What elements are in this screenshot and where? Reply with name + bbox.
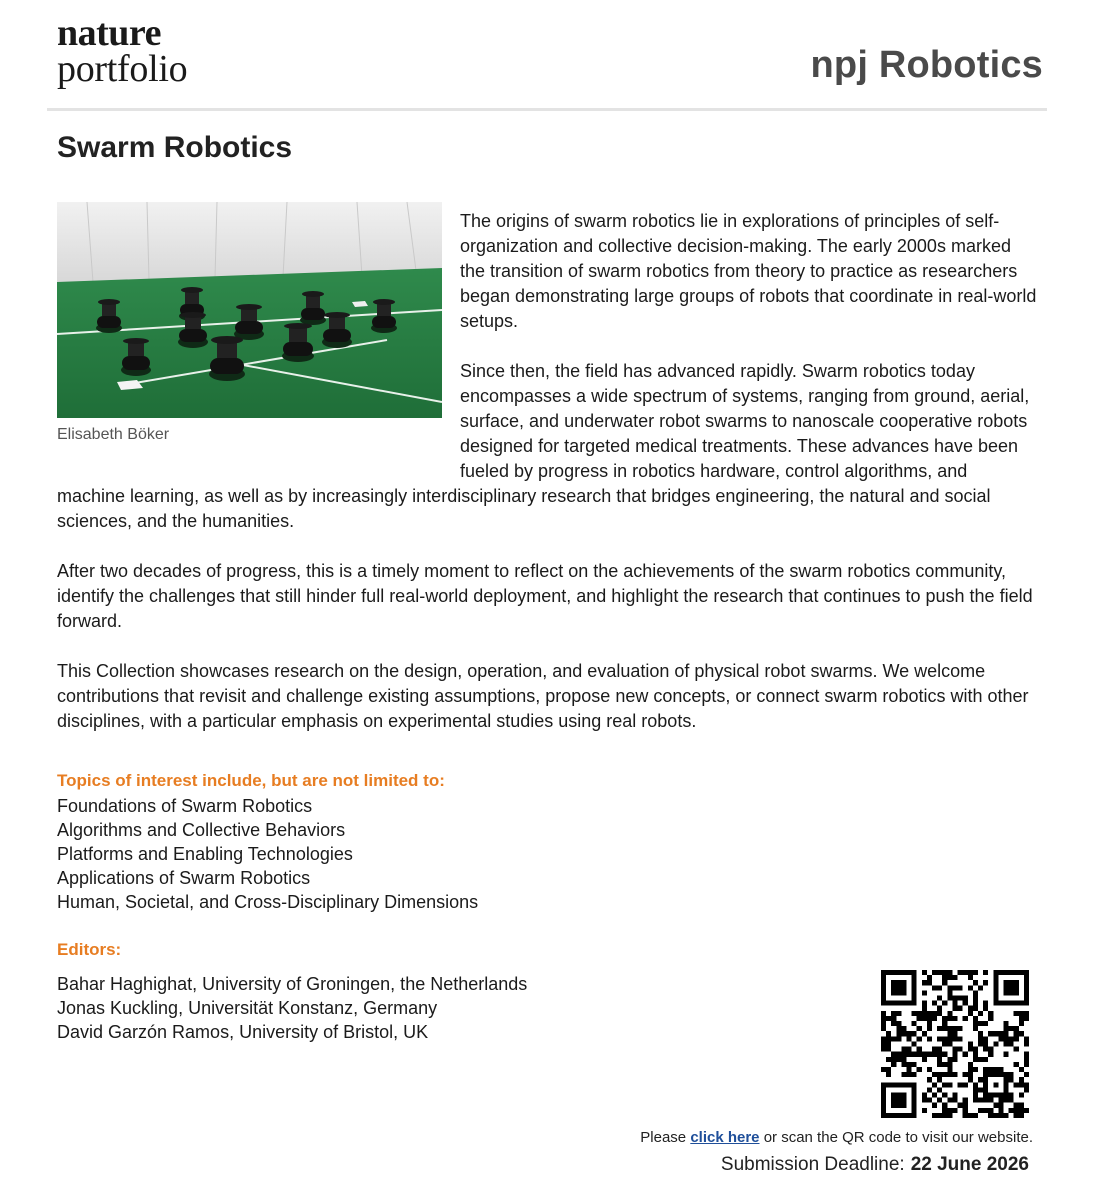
- collection-description: [57, 209, 1037, 759]
- topic-item: Human, Societal, and Cross-Disciplinary Dimensions: [57, 892, 479, 912]
- logo-line-portfolio: portfolio: [57, 48, 188, 90]
- journal-name: npj Robotics: [810, 44, 1043, 86]
- qr-code[interactable]: [881, 970, 1029, 1118]
- visit-suffix: or scan the QR code to visit our website.: [763, 1129, 1033, 1146]
- page-title: Swarm Robotics: [57, 131, 293, 164]
- topics-list: [57, 794, 478, 914]
- paragraph-origins: The origins of swarm robotics lie in explorations of principles of self-organization and collective decision-making. The early 2000s marked the transition of swarm robotics from theory to practice as researchers began demonstrating large groups of robots that coordinate in real-world setups.: [460, 211, 1037, 331]
- submission-deadline: [721, 1154, 1029, 1176]
- topics-heading: Topics of interest include, but are not limited to:: [57, 771, 445, 790]
- header-divider: [47, 108, 1047, 111]
- visit-website-line: [640, 1129, 1033, 1146]
- paragraph-advances: Since then, the field has advanced rapidly. Swarm robotics today encompasses a wide spectrum of systems, ranging from ground, aerial, surface, and underwater robot swarms to nanoscale cooperative robots designed for targeted medical treatments. These advances have been fueled by progress in robotics hardware, control algorithms, and machine learning, as well as by increasingly interdisciplinary research that bridges engineering, the natural and social sciences, and the humanities.: [57, 361, 1030, 531]
- click-here-link[interactable]: click here: [690, 1129, 760, 1146]
- topic-item: Platforms and Enabling Technologies: [57, 844, 353, 864]
- editors-list: [57, 972, 527, 1044]
- visit-prefix: Please: [640, 1129, 687, 1146]
- paragraph-reflection: After two decades of progress, this is a timely moment to reflect on the achievements of the swarm robotics community, identify the challenges that still hinder full real-world deployment, and highlight the research that continues to push the field forward.: [57, 561, 1033, 631]
- photo-credit: Elisabeth Böker: [57, 426, 170, 443]
- image-spacer: [57, 209, 460, 481]
- logo-line-nature: nature: [57, 12, 161, 54]
- editor-item: Bahar Haghighat, University of Groningen, the Netherlands: [57, 974, 528, 994]
- topic-item: Applications of Swarm Robotics: [57, 868, 311, 888]
- deadline-date: 22 June 2026: [910, 1154, 1029, 1175]
- editor-item: David Garzón Ramos, University of Bristol, UK: [57, 1022, 429, 1042]
- deadline-label: Submission Deadline:: [720, 1154, 905, 1175]
- paragraph-scope: This Collection showcases research on the design, operation, and evaluation of physical robot swarms. We welcome contributions that revisit and challenge existing assumptions, propose new concepts, or connect swarm robotics with other disciplines, with a particular emphasis on experimental studies using real robots.: [57, 661, 1029, 731]
- editors-heading: Editors:: [57, 940, 122, 959]
- topic-item: Foundations of Swarm Robotics: [57, 796, 313, 816]
- topic-item: Algorithms and Collective Behaviors: [57, 820, 346, 840]
- editor-item: Jonas Kuckling, Universität Konstanz, Germany: [57, 998, 438, 1018]
- nature-portfolio-logo: [57, 14, 187, 88]
